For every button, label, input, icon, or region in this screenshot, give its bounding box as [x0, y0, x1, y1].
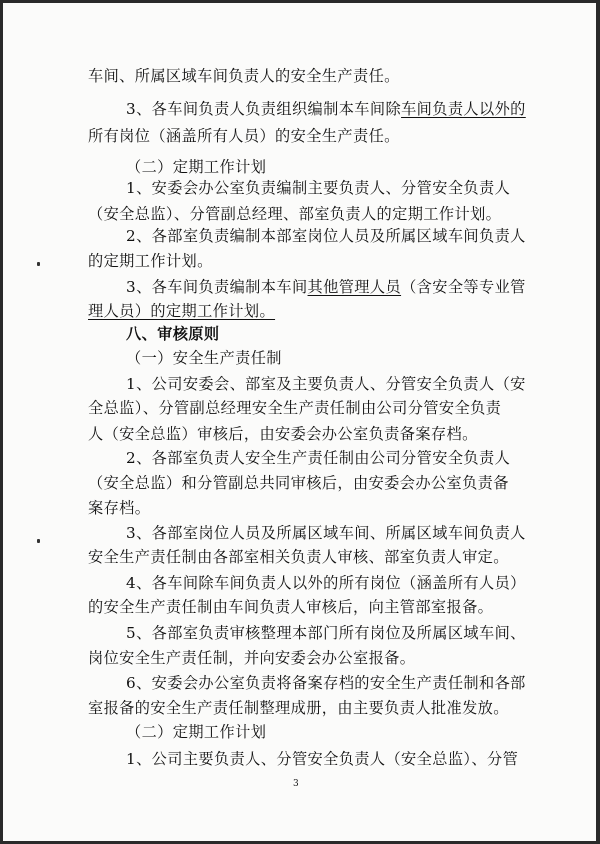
text-line	[0, 448, 600, 468]
text-line	[0, 597, 600, 617]
text-segment: （二）定期工作计划	[126, 158, 267, 176]
text-line	[0, 126, 600, 146]
page-number: 3	[293, 779, 299, 789]
text-segment: （二）定期工作计划	[126, 723, 267, 741]
text-segment: 所有岗位（涵盖所有人员）的安全生产责任。	[88, 127, 400, 145]
text-line	[0, 324, 600, 344]
text-line	[0, 424, 600, 444]
text-line	[0, 374, 600, 394]
text-line	[0, 66, 600, 86]
text-segment: 6、安委会办公室负责将备案存档的安全生产责任制和各部	[126, 674, 526, 692]
text-line	[0, 99, 600, 119]
text-line	[0, 573, 600, 593]
text-segment: 2、各部室负责编制本部室岗位人员及所属区域车间负责人	[126, 227, 526, 245]
text-line	[0, 251, 600, 271]
text-line	[0, 498, 600, 518]
text-segment: 室报备的安全生产责任制整理成册，由主要负责人批准发放。	[88, 699, 509, 717]
text-segment: 的安全生产责任制由车间负责人审核后，向主管部室报备。	[88, 598, 494, 616]
text-segment: （安全总监）和分管副总共同审核后，由安委会办公室负责备	[88, 474, 509, 492]
text-segment: （含安全等专业管	[401, 278, 526, 296]
text-line	[0, 722, 600, 742]
text-line	[0, 277, 600, 297]
text-line	[0, 749, 600, 769]
text-line	[0, 301, 600, 321]
text-line	[0, 348, 600, 368]
text-segment: 的定期工作计划。	[88, 252, 213, 270]
text-segment: 1、公司主要负责人、分管安全负责人（安全总监）、分管	[126, 750, 519, 768]
text-segment: 1、公司安委会、部室及主要负责人、分管安全负责人（安	[126, 375, 526, 393]
text-segment: 4、各车间除车间负责人以外的所有岗位（涵盖所有人员）	[126, 574, 526, 592]
text-line	[0, 398, 600, 418]
text-segment: 全总监）、分管副总经理安全生产责任制由公司分管安全负责	[88, 399, 502, 417]
text-segment: （安全总监）、分管副总经理、部室负责人的定期工作计划。	[88, 205, 502, 223]
text-segment: 岗位安全生产责任制，并向安委会办公室报备。	[88, 649, 416, 667]
text-segment: 3、各车间负责编制本车间	[126, 278, 308, 296]
text-segment: 3、各车间负责人负责组织编制本车间除	[126, 100, 402, 118]
text-line	[0, 547, 600, 567]
underlined-text: 理人员）的定期工作计划。	[88, 302, 276, 320]
text-segment: （一）安全生产责任制	[126, 349, 282, 367]
text-line	[0, 204, 600, 224]
text-line	[0, 523, 600, 543]
text-line	[0, 157, 600, 177]
text-line	[0, 698, 600, 718]
text-line	[0, 673, 600, 693]
text-line	[0, 178, 600, 198]
underlined-text: 其他管理人员	[307, 278, 402, 296]
page-border-top	[0, 0, 600, 3]
text-segment: 人（安全总监）审核后，由安委会办公室负责备案存档。	[88, 425, 478, 443]
text-segment: 5、各部室负责审核整理本部门所有岗位及所属区域车间、	[126, 624, 526, 642]
text-segment: 案存档。	[88, 499, 151, 517]
underlined-text: 车间负责人以外的	[401, 100, 526, 118]
text-segment: 1、安委会办公室负责编制主要负责人、分管安全负责人	[126, 179, 511, 197]
text-segment: 安全生产责任制由各部室相关负责人审核、部室负责人审定。	[88, 548, 509, 566]
text-segment: 2、各部室负责人安全生产责任制由公司分管安全负责人	[126, 449, 511, 467]
text-line	[0, 226, 600, 246]
text-segment: 3、各部室岗位人员及所属区域车间、所属区域车间负责人	[126, 524, 526, 542]
text-line	[0, 648, 600, 668]
text-line	[0, 623, 600, 643]
text-line	[0, 473, 600, 493]
text-segment: 车间、所属区域车间负责人的安全生产责任。	[88, 67, 400, 85]
text-segment: 八、审核原则	[126, 325, 220, 343]
